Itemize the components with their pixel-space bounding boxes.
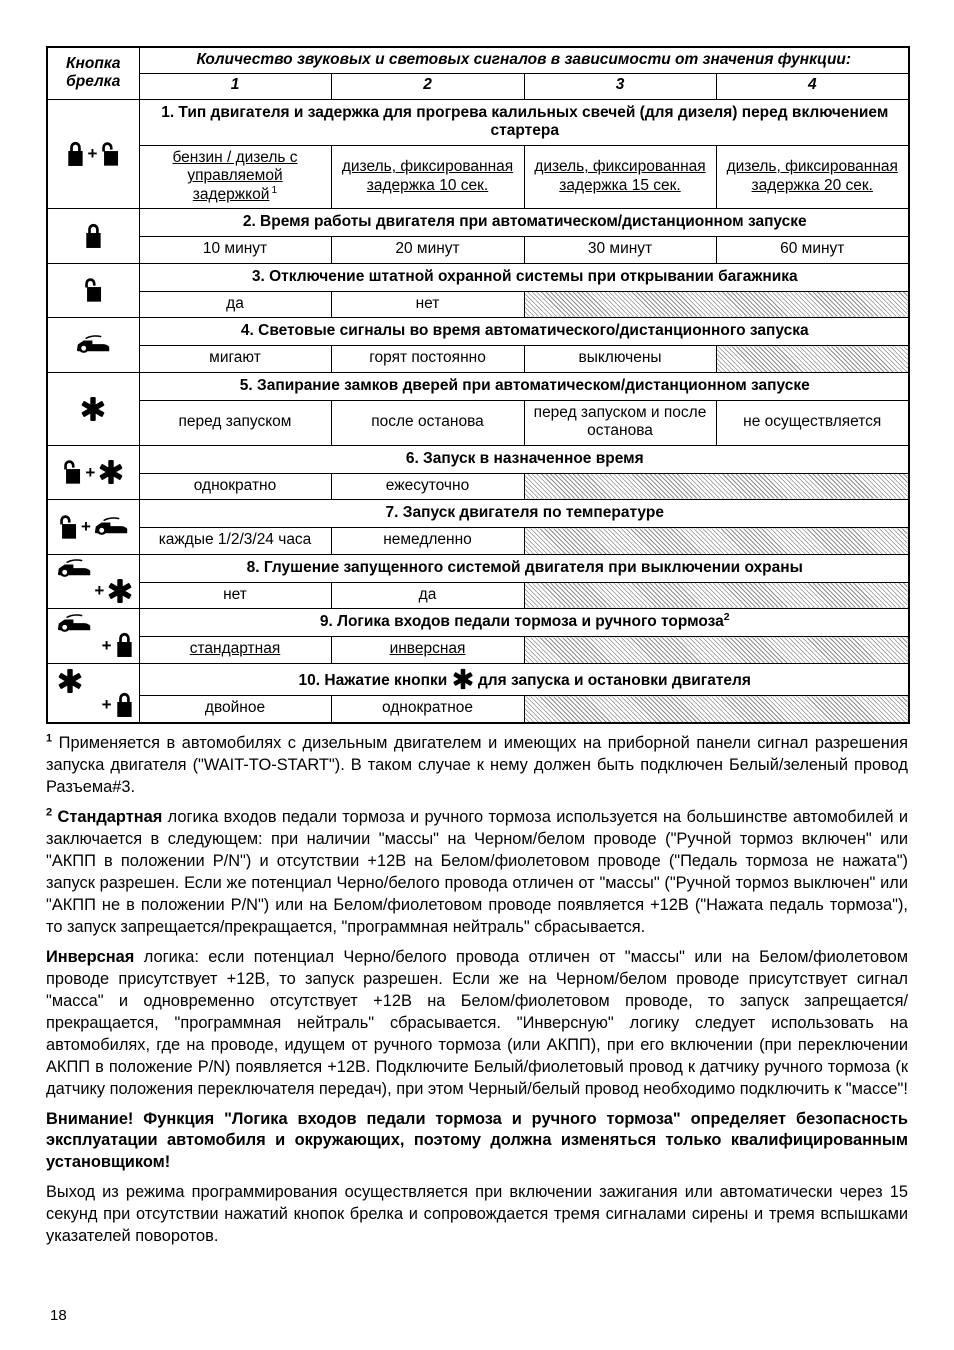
row-2-value-3-text: 30 минут — [587, 240, 653, 258]
row-5-value-2-text: после останова — [371, 413, 484, 431]
row-5-value-1[interactable] — [139, 400, 331, 445]
row-1-value-3[interactable] — [524, 146, 716, 209]
row-9-function-title — [139, 609, 909, 637]
row-9-value-2[interactable] — [331, 637, 524, 663]
row-7-value-2[interactable] — [331, 528, 524, 554]
asterisk-icon — [98, 459, 124, 485]
icon-group — [48, 223, 139, 249]
row-8-unused-cell — [524, 582, 909, 608]
footnote-1-text: Применяется в автомобилях с дизельным двигателем и имеющих на приборной панели сигнал разрешения запуска двигателя ("WAIT-TO-START"). В таком случае к нему должен быть подключен Белый/зеленый провод Разъема#3. — [46, 733, 908, 796]
row-6-value-2-text: ежесуточно — [385, 476, 470, 494]
row-6-value-1[interactable] — [139, 473, 331, 499]
table-row-3-values — [47, 291, 909, 317]
plus-symbol: + — [85, 462, 96, 482]
row-8-function-title — [139, 554, 909, 582]
icon-line-1 — [53, 559, 92, 579]
icon-group — [48, 141, 139, 167]
footnote-1-mark: 1 — [46, 732, 53, 745]
row-7-function-title — [139, 500, 909, 528]
row-2-value-1[interactable] — [139, 237, 331, 263]
row-10-icon-cell — [47, 663, 139, 723]
row-4-value-3-text: выключены — [578, 349, 662, 367]
car-icon — [94, 517, 129, 537]
row-4-value-1-text: мигают — [209, 349, 261, 367]
lock-open-icon — [83, 277, 103, 303]
footnote-2 — [46, 807, 908, 939]
table-header-row-1 — [47, 47, 909, 74]
footnote-2-lead: Стандартная — [57, 807, 163, 826]
icon-line-1 — [53, 668, 83, 694]
row-1-value-1-text: бензин / дизель с управляемой задержкой — [172, 149, 298, 203]
icon-group — [53, 614, 133, 658]
table-row-6-title — [47, 445, 909, 473]
car-icon — [57, 614, 92, 634]
row-title-text: 5. Запирание замков дверей при автоматическом/дистанционном запуске — [239, 376, 810, 394]
plus-symbol: + — [81, 517, 91, 537]
row-5-value-2[interactable] — [331, 400, 524, 445]
header-value-column-2: 2 — [331, 74, 524, 99]
row-3-function-title — [139, 263, 909, 291]
row-3-value-1-text: да — [226, 294, 244, 312]
row-5-value-3[interactable] — [524, 400, 716, 445]
row-4-value-3[interactable] — [524, 346, 716, 372]
row-5-function-title — [139, 372, 909, 400]
table-row-6-values — [47, 473, 909, 499]
row-title-text: 3. Отключение штатной охранной системы при открывании багажника — [251, 267, 798, 285]
icon-line-2 — [53, 632, 133, 658]
row-8-value-2[interactable] — [331, 582, 524, 608]
inline-asterisk-icon-wrap — [452, 668, 474, 690]
row-1-icon-cell — [47, 99, 139, 208]
row-title-text: 2. Время работы двигателя при автоматическом/дистанционном запуске — [242, 212, 807, 230]
icon-group — [48, 335, 139, 355]
header-span-title: Количество звуковых и световых сигналов в зависимости от значения функции: — [139, 47, 909, 74]
row-6-function-title — [139, 445, 909, 473]
footnote-2-text: логика входов педали тормоза и ручного тормоза используется на большинстве автомобилей и заключается в следующем: при наличии "массы" на Черном/белом проводе ("Ручной тормоз включен" или "АКПП в положении P/N") и отсутствии +12В на Белом/фиолетовом проводе ("Педаль тормоза не нажата") запуск разрешен. Если же потенциал Черно/белого провода отличен от "массы" ("Ручной тормоз выключен" или "АКПП не в положении P/N") или на Белом/фиолетовом проводе появляется +12В ("Нажата педаль тормоза"), то запуск запрещается/прекращается, "программная нейтраль" сбрасывается. — [46, 807, 909, 936]
row-10-function-title — [139, 663, 909, 696]
table-row-1-title — [47, 99, 909, 146]
row-7-icon-cell — [47, 500, 139, 555]
header-button-line1: Кнопка — [66, 54, 121, 72]
car-icon — [76, 335, 111, 355]
icon-group — [48, 277, 139, 303]
row-5-value-4-text: не осуществляется — [743, 413, 882, 431]
table-row-9-values — [47, 637, 909, 663]
table-row-4-title — [47, 318, 909, 346]
row-2-value-1-text: 10 минут — [202, 240, 268, 258]
row-2-value-2[interactable] — [331, 237, 524, 263]
row-3-value-2[interactable] — [331, 291, 524, 317]
table-row-4-values — [47, 346, 909, 372]
lock-closed-icon — [66, 141, 85, 167]
row-4-function-title — [139, 318, 909, 346]
row-4-icon-cell — [47, 318, 139, 373]
inverse-logic-paragraph — [46, 947, 908, 1101]
lock-open-icon — [100, 141, 120, 167]
notes-and-paragraphs — [46, 733, 908, 1249]
row-6-unused-cell — [524, 473, 909, 499]
inverse-logic-lead: Инверсная — [46, 947, 135, 966]
row-2-value-3[interactable] — [524, 237, 716, 263]
row-9-icon-cell — [47, 609, 139, 664]
asterisk-icon — [107, 578, 133, 604]
row-title-text-after: для запуска и остановки двигателя — [473, 671, 751, 689]
row-1-value-3-text: дизель, фиксированная задержка 15 сек. — [534, 158, 706, 194]
row-10-value-1-text: двойное — [204, 699, 266, 717]
row-10-unused-cell — [524, 696, 909, 723]
lock-open-icon — [58, 514, 78, 540]
table-row-2-values — [47, 237, 909, 263]
header-value-column-3: 3 — [524, 74, 716, 99]
row-8-value-2-text: да — [418, 585, 437, 603]
row-8-value-1-text: нет — [223, 585, 247, 603]
plus-symbol: + — [101, 695, 112, 715]
row-4-value-2[interactable] — [331, 346, 524, 372]
lock-closed-icon — [115, 692, 134, 718]
icon-line-1 — [53, 614, 92, 634]
table-header-row-2 — [47, 74, 909, 99]
page-number: 18 — [50, 1307, 67, 1324]
row-5-value-1-text: перед запуском — [178, 413, 292, 431]
row-1-value-1[interactable] — [139, 146, 331, 209]
lock-closed-icon — [115, 632, 134, 658]
row-1-value-4-text: дизель, фиксированная задержка 20 сек. — [726, 158, 898, 194]
icon-group — [48, 396, 139, 422]
lock-closed-icon — [84, 223, 103, 249]
row-8-icon-cell — [47, 554, 139, 609]
row-2-value-4-text: 60 минут — [780, 240, 845, 258]
row-2-function-title — [139, 208, 909, 236]
row-7-value-2-text: немедленно — [383, 531, 472, 549]
row-2-icon-cell — [47, 208, 139, 263]
title-footnote-ref: 2 — [723, 611, 730, 624]
row-9-value-2-text: инверсная — [389, 640, 466, 658]
row-9-value-1[interactable] — [139, 637, 331, 663]
row-7-value-1-text: каждые 1/2/3/24 часа — [158, 531, 312, 549]
table-row-5-title — [47, 372, 909, 400]
row-1-function-title — [139, 99, 909, 146]
table-row-9-title — [47, 609, 909, 637]
asterisk-icon — [57, 668, 83, 694]
row-3-icon-cell — [47, 263, 139, 318]
row-1-value-2-text: дизель, фиксированная задержка 10 сек. — [341, 158, 514, 194]
row-2-value-4[interactable] — [716, 237, 909, 263]
row-5-icon-cell — [47, 372, 139, 445]
row-9-value-1-text: стандартная — [189, 640, 281, 658]
row-1-value-4[interactable] — [716, 146, 909, 209]
plus-symbol: + — [101, 635, 112, 655]
row-7-value-1[interactable] — [139, 528, 331, 554]
inverse-logic-text: логика: если потенциал Черно/белого провода отличен от "массы" или на Белом/фиолетовом проводе присутствует +12В, то запуск разрешен. Если же на Черном/белом проводе присутствует сигнал "масса" и одновременно отсутствует +12В на Белом/фиолетовом проводе, то запуск запрещается/прекращается, "программная нейтраль" сбрасывается. "Инверсную" логику следует использовать на автомобилях, где на проводе, идущем от ручного тормоза (или АКПП), при его включении (при переключении АКПП в положение P/N) появляется +12В. Подключите Белый/фиолетовый провод к датчику ручного тормоза (к датчику положения переключателя передач), при этом Черный/белый провод необходимо подключить к "массе"! — [46, 947, 908, 1098]
asterisk-icon — [80, 396, 106, 422]
icon-group — [48, 459, 139, 485]
row-4-unused-cell — [716, 346, 909, 372]
row-3-value-1[interactable] — [139, 291, 331, 317]
warning-paragraph: Внимание! Функция "Логика входов педали тормоза и ручного тормоза" определяет безопасность эксплуатации автомобиля и окружающих, поэтому должна изменяться только квалифицированным установщиком! — [46, 1109, 908, 1172]
table-row-8-values — [47, 582, 909, 608]
row-4-value-1[interactable] — [139, 346, 331, 372]
row-10-value-1[interactable] — [139, 696, 331, 723]
icon-group — [53, 668, 133, 718]
row-title-text: 9. Логика входов педали тормоза и ручного тормоза — [319, 613, 724, 631]
lock-open-icon — [62, 459, 82, 485]
header-button-column — [47, 47, 139, 99]
table-row-7-values — [47, 528, 909, 554]
value-footnote-ref: 1 — [271, 183, 278, 196]
table-row-10-title — [47, 663, 909, 696]
exit-programming-paragraph: Выход из режима программирования осуществляется при включении зажигания или автоматически через 15 секунд при отсутствии нажатий кнопок брелка и сопровождается тремя сигналами сирены и тремя вспышками указателей поворотов. — [46, 1183, 908, 1246]
plus-symbol: + — [94, 581, 105, 601]
row-5-value-4[interactable] — [716, 400, 909, 445]
row-10-value-2[interactable] — [331, 696, 524, 723]
row-3-value-2-text: нет — [415, 294, 440, 312]
header-value-column-1: 1 — [139, 74, 331, 99]
table-row-10-values — [47, 696, 909, 723]
table-row-7-title — [47, 500, 909, 528]
row-title-text: 1. Тип двигателя и задержка для прогрева калильных свечей (для дизеля) перед включением стартера — [161, 103, 889, 139]
row-title-text: 6. Запуск в назначенное время — [405, 449, 644, 467]
footnote-2-mark: 2 — [46, 806, 53, 819]
icon-group — [48, 514, 139, 540]
icon-line-2 — [53, 578, 133, 604]
row-title-text: 7. Запуск двигателя по температуре — [385, 504, 664, 522]
row-6-value-2[interactable] — [331, 473, 524, 499]
row-7-unused-cell — [524, 528, 909, 554]
row-9-unused-cell — [524, 637, 909, 663]
row-2-value-2-text: 20 минут — [395, 240, 460, 258]
row-6-icon-cell — [47, 445, 139, 500]
row-5-value-3-text: перед запуском и после останова — [533, 403, 707, 440]
row-3-unused-cell — [524, 291, 909, 317]
function-programming-table — [46, 46, 910, 724]
table-row-3-title — [47, 263, 909, 291]
icon-line-2 — [53, 692, 133, 718]
plus-symbol: + — [87, 144, 98, 164]
asterisk-icon — [452, 668, 474, 690]
row-title-text: 4. Световые сигналы во время автоматического/дистанционного запуска — [240, 322, 809, 340]
row-6-value-1-text: однократно — [193, 476, 277, 494]
table-row-1-values — [47, 146, 909, 209]
table-row-2-title — [47, 208, 909, 236]
row-title-text-before: 10. Нажатие кнопки — [298, 671, 452, 689]
table-row-8-title — [47, 554, 909, 582]
header-button-line2: брелка — [66, 72, 121, 90]
row-10-value-2-text: однократное — [381, 699, 474, 717]
row-8-value-1[interactable] — [139, 582, 331, 608]
icon-group — [53, 559, 133, 603]
row-1-value-2[interactable] — [331, 146, 524, 209]
header-value-column-4: 4 — [716, 74, 909, 99]
footnote-1 — [46, 733, 908, 799]
car-icon — [57, 559, 92, 579]
row-4-value-2-text: горят постоянно — [369, 349, 486, 367]
row-title-text: 8. Глушение запущенного системой двигателя при выключении охраны — [246, 558, 803, 576]
table-row-5-values — [47, 400, 909, 445]
